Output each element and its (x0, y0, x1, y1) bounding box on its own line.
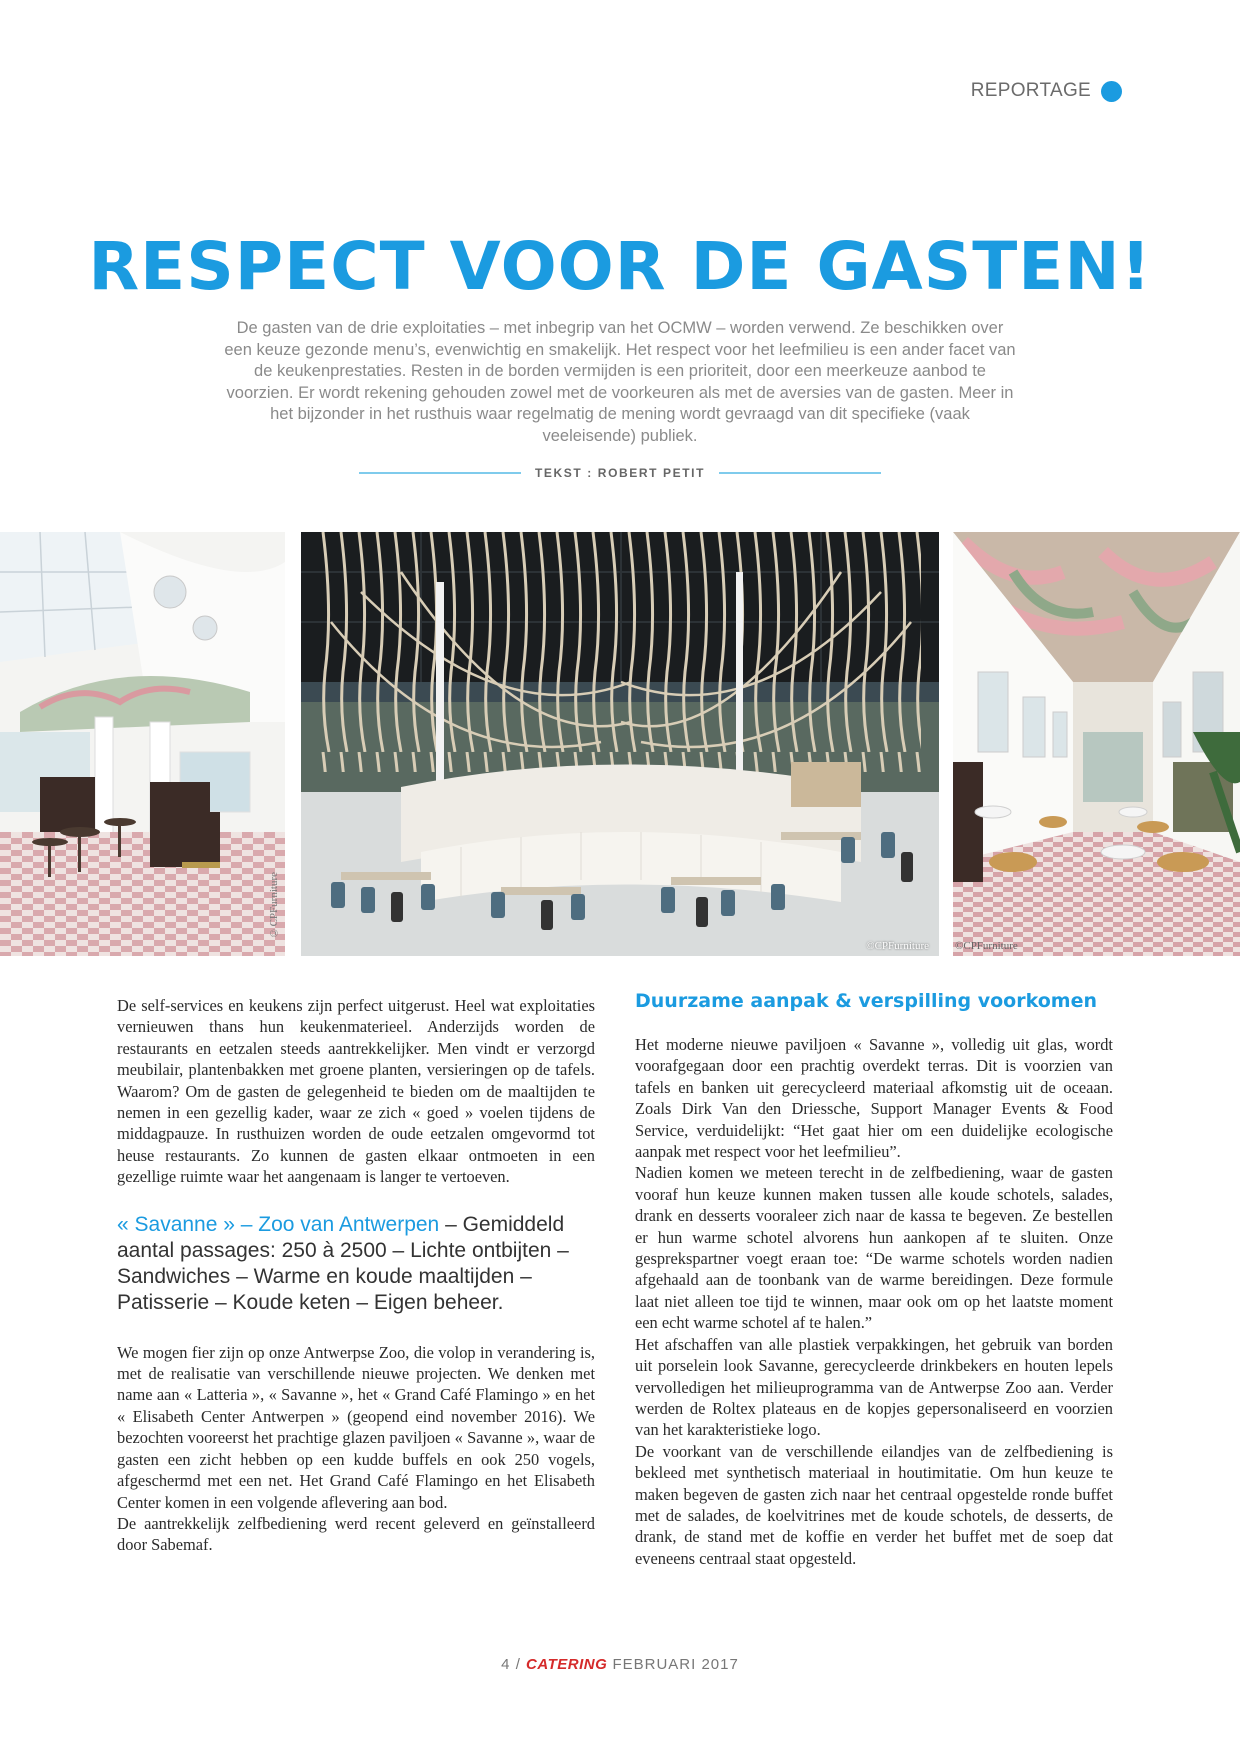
photo-center-credit: ©CPFurniture (866, 940, 929, 952)
section-tag (971, 80, 1122, 102)
right-paragraph-2: Nadien komen we meteen terecht in de zelfbediening, waar de gasten vooraf hun keuze kunnen maken tussen alle koude schotels, salades, drank en desserts vooraleer zich naar de kassa te begeven. Ze bestellen er hun warme schotel alvorens hun aankopen af te sluiten. Onze gesprekspartner voegt eraan toe: “De warme schotels worden nadien afgehaald aan de toonbank van de warme bereidingen. Deze formule laat niet alleen toe tijd te winnen, maar ook om op het laatste moment een echt warme schotel af te halen.” (635, 1163, 1113, 1333)
left-column (117, 995, 595, 1556)
info-highlight-text: – Gemiddeld aantal passages: 250 à 2500 – Lichte ontbijten – Sandwiches – Warme en koude maaltijden – Patisserie – Koude keten – Eigen beheer. (117, 1212, 569, 1314)
photo-right-credit: ©CPFurniture (955, 940, 1018, 952)
intro-paragraph: De gasten van de drie exploitaties – met inbegrip van het OCMW – worden verwend. Ze beschikken over een keuze gezonde menu’s, evenwichtig en smakelijk. Het respect voor het leefmilieu is een ander facet van de keukenprestaties. Resten in de borden vermijden is een prioriteit, door een meerkeuze aanbod te voorzien. Er wordt rekening gehouden zowel met de voorkeuren als met de aversies van de gasten. Meer in het bijzonder in het rusthuis waar regelmatig de mening wordt gevraagd van dit specifieke (vaak veeleisende) publiek. (224, 319, 1016, 445)
left-paragraph-2: We mogen fier zijn op onze Antwerpse Zoo, die volop in verandering is, met de realisatie van verschillende nieuwe projecten. We denken met name aan « Latteria », « Savanne », het « Grand Café Flamingo » en het « Elisabeth Center Antwerpen » (geopend eind november 2016). We bezochten vooreerst het prachtige glazen paviljoen « Savanne », waar de gasten een zicht hebben op een kudde buffels en ook 250 vogels, afgeschermd met een net. Het Grand Café Flamingo en het Elisabeth Center komen in een volgende aflevering aan bod. (117, 1342, 595, 1512)
footer-separator: / (515, 1656, 521, 1673)
right-paragraph-3: Het afschaffen van alle plastiek verpakkingen, het gebruik van borden uit porselein look Savanne, gerecycleerde drinkbekers en houten lepels vervolledigen het milieuprogramma van de Antwerpse Zoo aan. Verder werden de Roltex plateaus en de kopjes gepersonaliseerd en voorzien van het karakteristieke logo. (635, 1334, 1113, 1440)
right-column-heading: Duurzame aanpak & verspilling voorkomen (635, 990, 1097, 1012)
footer-issue: FEBRUARI 2017 (612, 1656, 739, 1673)
page-number: 4 (501, 1656, 511, 1673)
section-dot-icon (1101, 81, 1122, 102)
byline (0, 466, 1240, 480)
right-paragraph-4: De voorkant van de verschillende eilandjes van de zelfbediening is bekleed met synthetisch materiaal in houtimitatie. Om hun keuze te maken begeven de gasten zich naar het centraal opgestelde ronde buffet met de salades, de koelvitrines met de koude schotels, de desserts, de drank, de stand met de koffie en verder het buffet met de soep dat eveneens centraal staat opgesteld. (635, 1441, 1113, 1568)
photo-left (0, 532, 285, 956)
section-label: REPORTAGE (970, 80, 1091, 101)
photo-center (301, 532, 939, 956)
left-paragraph-1: De self-services en keukens zijn perfect uitgerust. Heel wat exploitaties vernieuwen thans hun keukenmaterieel. Anderzijds worden de restaurants en eetzalen steeds aantrekkelijker. Men vindt er verzorgd meubilair, plantenbakken met groene planten, versieringen op de tafels. Waarom? Om de gasten de gelegenheid te bieden om de maaltijden te nemen in een gezellig kader, waar ze zich « goed » voelen tijdens de middagpauze. In rusthuizen worden de oude eetzalen omgevormd tot heuse restaurants. Zo kunnen de gasten elkaar ontmoeten in een gezellige ruimte waar het aangenaam is langer te vertoeven. (117, 996, 595, 1187)
footer-brand: CATERING (526, 1656, 608, 1673)
left-paragraph-3: De aantrekkelijk zelfbediening werd recent geleverd en geïnstalleerd door Sabemaf. (117, 1513, 595, 1555)
photo-right (953, 532, 1240, 956)
byline-rule-right (719, 472, 881, 474)
info-highlight (117, 1212, 595, 1316)
info-highlight-title: « Savanne » – Zoo van Antwerpen (117, 1212, 440, 1236)
photo-left-credit: ©CPFurniture (268, 872, 280, 939)
right-paragraph-1: Het moderne nieuwe paviljoen « Savanne », volledig uit glas, wordt voorafgegaan door een prachtig overdekt terras. Dit is voorzien van tafels en banken uit gerecycleerd materiaal afkomstig uit de oceaan. Zoals Dirk Van den Driessche, Support Manager Events & Food Service, verduidelijkt: “Het gaat hier om een duidelijke ecologische aanpak met respect voor het leefmilieu”. (635, 1035, 1113, 1162)
right-column (635, 990, 1113, 1569)
byline-text: TEKST : ROBERT PETIT (535, 466, 705, 480)
byline-rule-left (359, 472, 521, 474)
headline: RESPECT VOOR DE GASTEN! (88, 228, 1152, 305)
page-footer (0, 1656, 1240, 1673)
